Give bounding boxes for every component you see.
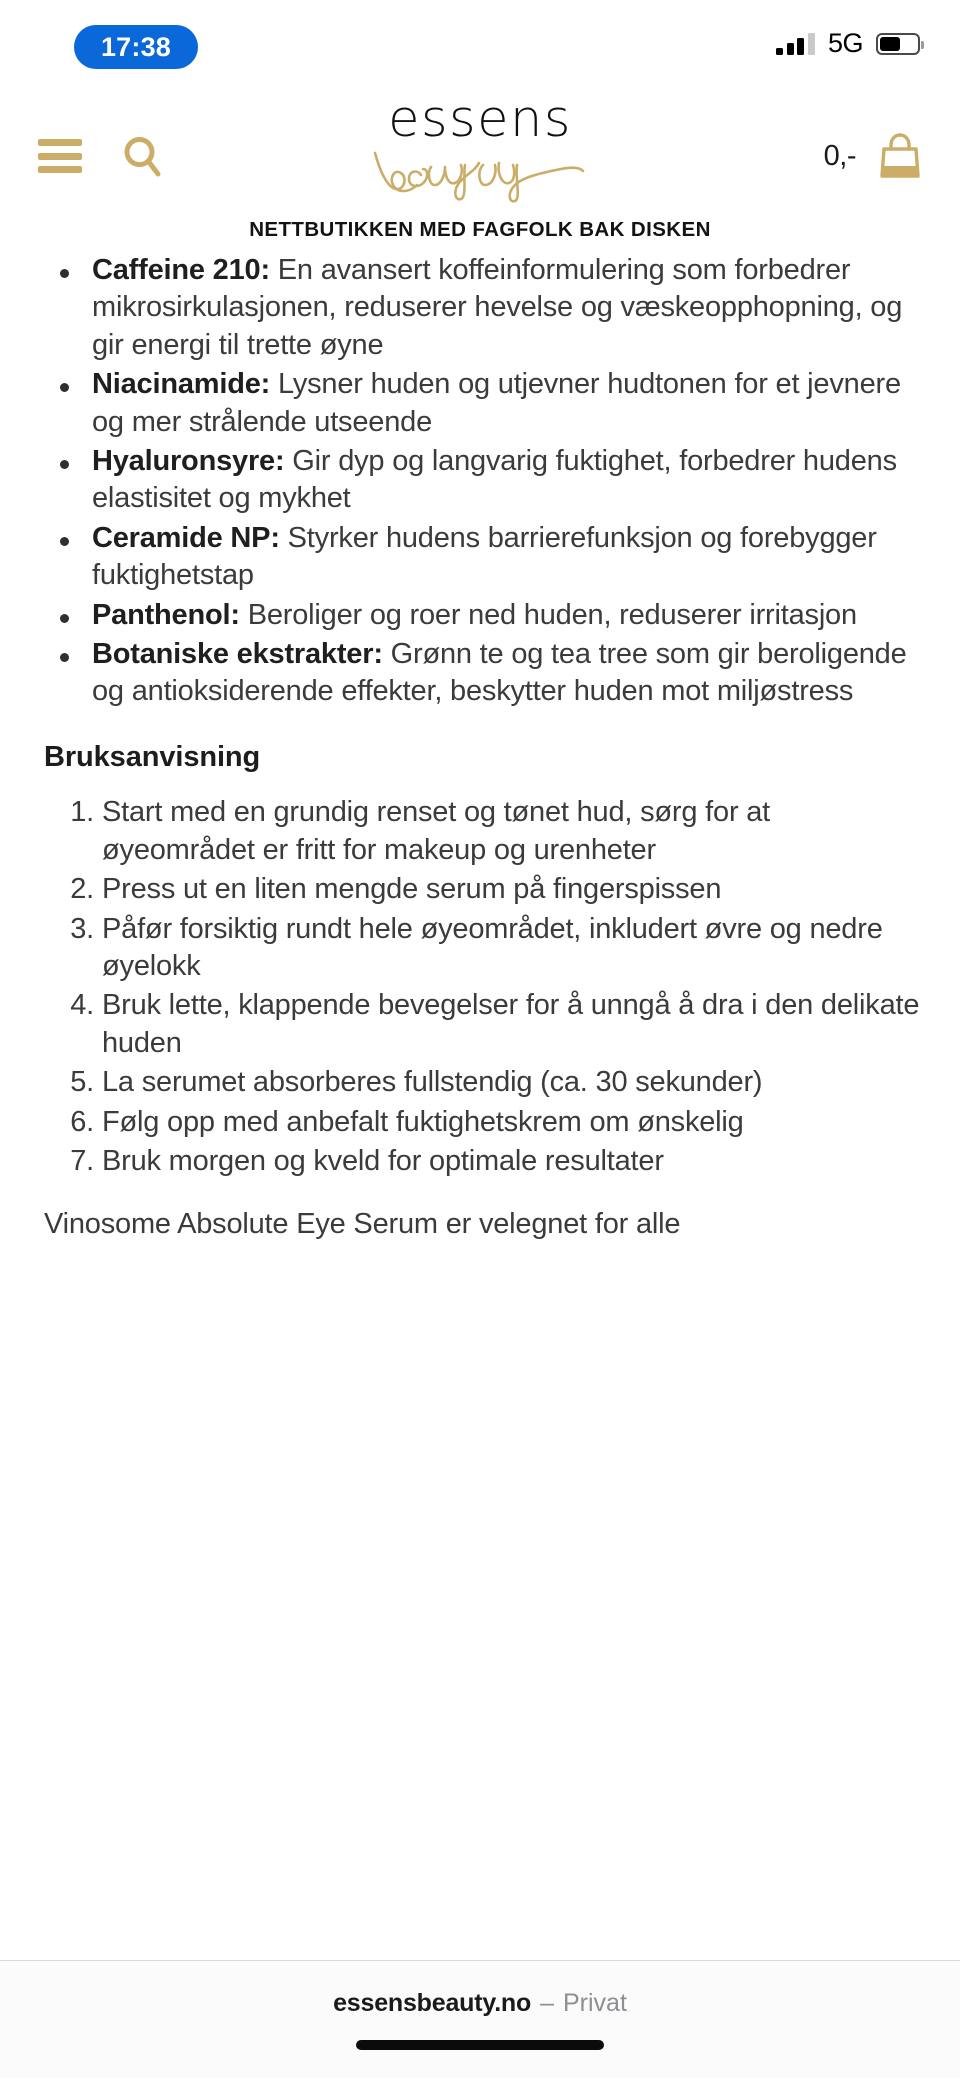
list-item: Press ut en liten mengde serum på fingerspissen — [102, 873, 722, 906]
list-item: Følg opp med anbefalt fuktighetskrem om ønskelig — [102, 1105, 744, 1138]
section-heading-bruksanvisning: Bruksanvisning — [44, 740, 261, 773]
list-item — [44, 520, 930, 595]
hamburger-menu-icon[interactable] — [38, 139, 82, 173]
address-bar[interactable] — [333, 1989, 627, 2018]
list-item — [44, 597, 930, 634]
ingredient-description: Styrker hudens barrierefunksjon og forebygger fuktighetstap — [92, 521, 877, 592]
ingredient-description: En avansert koffeinformulering som forbedrer mikrosirkulasjonen, reduserer hevelse og væskeopphopning, og gir energi til trette øyne — [92, 254, 903, 361]
list-item: Påfør forsiktig rundt hele øyeområdet, inkludert øvre og nedre øyelokk — [102, 912, 883, 982]
browser-bottom-bar — [0, 1960, 960, 2078]
list-item — [44, 636, 930, 711]
ingredient-description: Lysner huden og utjevner hudtonen for et jevnere og mer strålende utseende — [92, 368, 901, 438]
shopping-bag-icon[interactable] — [874, 130, 926, 182]
list-item: La serumet absorberes fullstendig (ca. 30 sekunder) — [102, 1066, 763, 1099]
status-bar — [0, 0, 960, 92]
home-indicator[interactable] — [356, 2040, 604, 2050]
cellular-signal-icon — [776, 33, 815, 55]
list-item — [44, 252, 930, 364]
ingredient-description: Grønn te og tea tree som gir beroligende og antioksiderende effekter, beskytter huden mot miljøstress — [92, 638, 907, 708]
header-left-actions — [38, 133, 166, 179]
logo-wordmark: essens — [388, 90, 572, 149]
site-tagline: NETTBUTIKKEN MED FAGFOLK BAK DISKEN — [249, 218, 711, 241]
list-item: Bruk morgen og kveld for optimale resultater — [102, 1144, 664, 1177]
search-icon[interactable] — [120, 133, 166, 179]
address-bar-domain: essensbeauty.no — [333, 1989, 532, 2017]
address-bar-separator: – — [540, 1989, 554, 2017]
list-item — [44, 366, 930, 441]
ingredient-name: Hyaluronsyre: — [92, 445, 285, 478]
ingredient-description: Gir dyp og langvarig fuktighet, forbedrer hudens elastisitet og mykhet — [92, 445, 897, 515]
ingredient-name: Niacinamide: — [92, 368, 271, 401]
instructions-list — [44, 794, 930, 1180]
ingredients-list — [44, 252, 930, 711]
private-browsing-label: Privat — [563, 1989, 627, 2017]
list-item: Start med en grundig renset og tønet hud, sørg for at øyeområdet er fritt for makeup og urenheter — [102, 796, 771, 866]
status-bar-time-pill[interactable]: 17:38 — [74, 25, 198, 69]
ingredient-name: Botaniske ekstrakter: — [92, 638, 383, 671]
network-type-label: 5G — [827, 28, 863, 58]
ingredient-name: Caffeine 210: — [92, 254, 270, 286]
logo-script-beauty — [365, 139, 595, 208]
list-item: Bruk lette, klappende bevegelser for å unngå å dra i den delikate huden — [102, 989, 920, 1059]
ingredient-name: Ceramide NP: — [92, 521, 280, 554]
ingredient-name: Panthenol: — [92, 598, 240, 631]
ingredient-description: Beroliger og roer ned huden, reduserer irritasjon — [239, 598, 857, 631]
status-bar-indicators — [776, 30, 920, 57]
page-content — [0, 252, 960, 1960]
list-item — [44, 443, 930, 518]
closing-paragraph: Vinosome Absolute Eye Serum er velegnet for alle — [44, 1208, 681, 1241]
cart-total-amount[interactable]: 0,- — [823, 139, 856, 172]
battery-icon — [876, 33, 920, 55]
site-header — [0, 92, 960, 220]
header-right-actions — [824, 130, 926, 182]
